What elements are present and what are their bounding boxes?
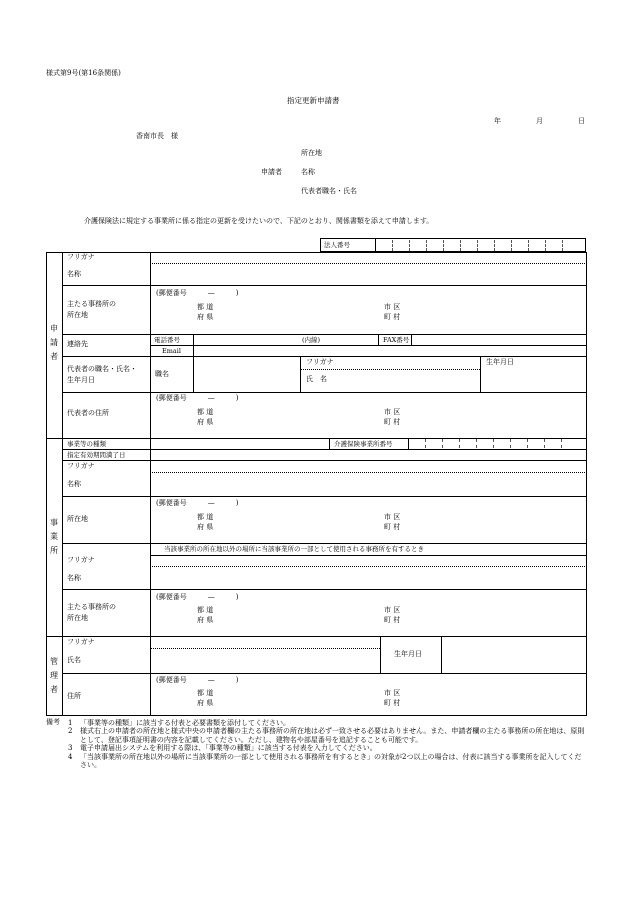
office-name-label: 名称: [67, 480, 81, 488]
digit-divider: [476, 439, 477, 448]
corporate-number-divider: [375, 238, 376, 252]
rep-birthdate-input[interactable]: [481, 368, 586, 391]
digit-divider: [511, 240, 512, 251]
rep-name-label: 氏 名: [306, 375, 327, 383]
rep-label-2: 生年月日: [67, 376, 95, 384]
date-day-label: 日: [578, 117, 585, 125]
section-label-manager: 管理者: [50, 657, 58, 694]
position-label: 職名: [155, 370, 169, 378]
position-input[interactable]: [194, 357, 299, 391]
office2-name-input[interactable]: [151, 567, 586, 588]
shiku-label: 市 区: [384, 513, 401, 521]
applicant-main-office-label-2: 所在地: [67, 311, 88, 319]
note-item: [68, 753, 588, 770]
office2-furigana-label: フリガナ: [67, 556, 95, 564]
manager-name-input[interactable]: [151, 649, 379, 672]
office-postal-label: (郵便番号 — ): [156, 499, 239, 507]
manager-postal-label: (郵便番号 — ): [156, 676, 239, 684]
note-text: 電子申請届出システムを利用する際は、「事業等の種類」に該当する付表を入力してください。: [80, 744, 377, 753]
care-office-number-label: 介護保険事業所番号: [334, 440, 393, 448]
digit-divider: [425, 439, 426, 448]
column-divider: [329, 438, 330, 449]
digit-divider: [510, 439, 511, 448]
digit-divider: [493, 439, 494, 448]
manager-birthdate-input[interactable]: [442, 637, 586, 672]
fax-label: FAX番号: [383, 336, 410, 344]
digit-divider: [562, 240, 563, 251]
rep-furigana-label: フリガナ: [306, 358, 334, 366]
page-title: 指定更新申請書: [287, 96, 340, 105]
office2-main-office-label-2: 所在地: [67, 614, 88, 622]
todo-label: 都 道: [197, 689, 214, 697]
note-text: 様式右上の申請者の所在地と様式中央の申請者欄の主たる事務所の所在地は必ず一致させる必要はありません。また、申請者欄の主たる事務所の所在地は、原則として、登記事項証明書の内容を記載してください。ただし、建物名や部屋番号を追記することも可能です。: [80, 727, 585, 744]
shiku-label: 市 区: [384, 606, 401, 614]
fuken-label: 府 県: [197, 523, 214, 531]
shiku-label: 市 区: [384, 408, 401, 416]
fuken-label: 府 県: [197, 418, 214, 426]
office2-postal-label: (郵便番号 — ): [156, 593, 239, 601]
manager-furigana-label: フリガナ: [67, 638, 95, 646]
digit-divider: [528, 240, 529, 251]
manager-name-label: 氏名: [67, 656, 81, 664]
note-number: 2: [68, 727, 73, 736]
manager-birthdate-label: 生年月日: [394, 650, 422, 658]
date-month-label: 月: [536, 117, 543, 125]
chouson-label: 町 村: [384, 418, 401, 426]
digit-divider: [545, 240, 546, 251]
expiry-input[interactable]: [151, 450, 586, 459]
applicant-postal-label: (郵便番号 — ): [156, 289, 239, 297]
row-divider: [62, 543, 587, 544]
section-column-divider: [62, 252, 63, 716]
todo-label: 都 道: [197, 513, 214, 521]
form-number: 様式第9号(第16条関係): [46, 69, 121, 77]
chouson-label: 町 村: [384, 616, 401, 624]
office2-main-office-label-1: 主たる事務所の: [67, 603, 116, 611]
todo-label: 都 道: [197, 408, 214, 416]
office-furigana-label: フリガナ: [67, 462, 95, 470]
other-location-note: 当該事業所の所在地以外の場所に当該事業所の一部として使用される事務所を有するとき: [164, 545, 424, 553]
email-label: Email: [162, 347, 181, 355]
corporate-number-label: 法人番号: [324, 241, 350, 249]
todo-label: 都 道: [197, 606, 214, 614]
digit-divider: [443, 240, 444, 251]
fuken-label: 府 県: [197, 699, 214, 707]
office-name-input[interactable]: [151, 473, 586, 495]
representative-label: 代表者職名・氏名: [301, 187, 357, 195]
rep-address-label: 代表者の住所: [67, 409, 109, 417]
digit-divider: [527, 439, 528, 448]
note-number: 1: [68, 719, 73, 727]
note-text: 「当該事業所の所在地以外の場所に当該事業所の一部として使用される事務所を有するとき」の対象が2つ以上の場合は、付表に該当する事業所を記入してください。: [80, 752, 582, 770]
section-label-applicant: 申請者: [50, 324, 58, 361]
section-label-office: 事業所: [50, 518, 58, 555]
applicant-main-office-label-1: 主たる事務所の: [67, 300, 116, 308]
shiku-label: 市 区: [384, 689, 401, 697]
rep-label-1: 代表者の職名・氏名・: [67, 365, 137, 373]
column-divider: [300, 356, 301, 392]
email-input[interactable]: [194, 346, 586, 355]
fuken-label: 府 県: [197, 313, 214, 321]
applicant-name-label: 名称: [301, 168, 315, 176]
row-divider: [62, 460, 587, 461]
office-address-input[interactable]: [151, 497, 586, 542]
applicant-label: 申請者: [261, 168, 282, 176]
date-year-label: 年: [494, 117, 501, 125]
digit-divider: [460, 240, 461, 251]
expiry-label: 指定有効期間満了日: [67, 451, 126, 459]
digit-divider: [442, 439, 443, 448]
applicant-furigana-label: フリガナ: [67, 253, 95, 261]
digit-divider: [459, 439, 460, 448]
office2-address-input[interactable]: [151, 590, 586, 635]
office-address-label: 所在地: [67, 515, 88, 523]
notes-label: 備考: [46, 718, 60, 726]
applicant-name-field-label: 名称: [67, 270, 81, 278]
chouson-label: 町 村: [384, 313, 401, 321]
contact-label: 連絡先: [67, 340, 88, 348]
applicant-address-label: 所在地: [301, 149, 322, 157]
rep-birthdate-label: 生年月日: [486, 358, 514, 366]
manager-address-label: 住所: [67, 692, 81, 700]
business-type-input[interactable]: [151, 439, 328, 448]
digit-divider: [426, 240, 427, 251]
intro-text: 介護保険法に規定する事業所に係る指定の更新を受けたいので、下記のとおり、関係書類を添えて申請します。: [84, 217, 434, 225]
note-item: [68, 744, 588, 752]
business-type-label: 事業等の種類: [67, 440, 106, 448]
shiku-label: 市 区: [384, 303, 401, 311]
column-divider: [408, 438, 409, 449]
office2-name-label: 名称: [67, 574, 81, 582]
row-divider: [62, 356, 587, 357]
digit-divider: [392, 240, 393, 251]
digit-divider: [544, 439, 545, 448]
note-text: 「事業等の種類」に該当する付表と必要書類を添付してください。: [80, 719, 290, 727]
rep-name-input[interactable]: [320, 370, 479, 391]
chouson-label: 町 村: [384, 699, 401, 707]
fuken-label: 府 県: [197, 616, 214, 624]
todo-label: 都 道: [197, 303, 214, 311]
digit-divider: [477, 240, 478, 251]
rep-postal-label: (郵便番号 — ): [156, 394, 239, 402]
chouson-label: 町 村: [384, 523, 401, 531]
note-number: 4: [68, 752, 73, 761]
manager-address-input[interactable]: [151, 674, 586, 715]
note-item: [68, 727, 588, 744]
notes-list: [68, 719, 588, 769]
applicant-name-input[interactable]: [151, 264, 586, 284]
fax-input[interactable]: [412, 335, 586, 344]
rep-address-input[interactable]: [151, 393, 586, 437]
digit-divider: [561, 439, 562, 448]
applicant-address-input[interactable]: [151, 286, 586, 332]
column-divider: [380, 636, 381, 673]
extension-label: (内線): [302, 336, 321, 344]
digit-divider: [494, 240, 495, 251]
phone-label: 電話番号: [154, 336, 180, 344]
addressee: 香南市長 様: [136, 132, 178, 140]
digit-divider: [409, 240, 410, 251]
phone-input[interactable]: [194, 335, 377, 344]
corporate-number-box: [320, 238, 586, 252]
row-divider: [150, 555, 587, 556]
note-number: 3: [68, 744, 73, 753]
column-divider: [378, 334, 379, 345]
